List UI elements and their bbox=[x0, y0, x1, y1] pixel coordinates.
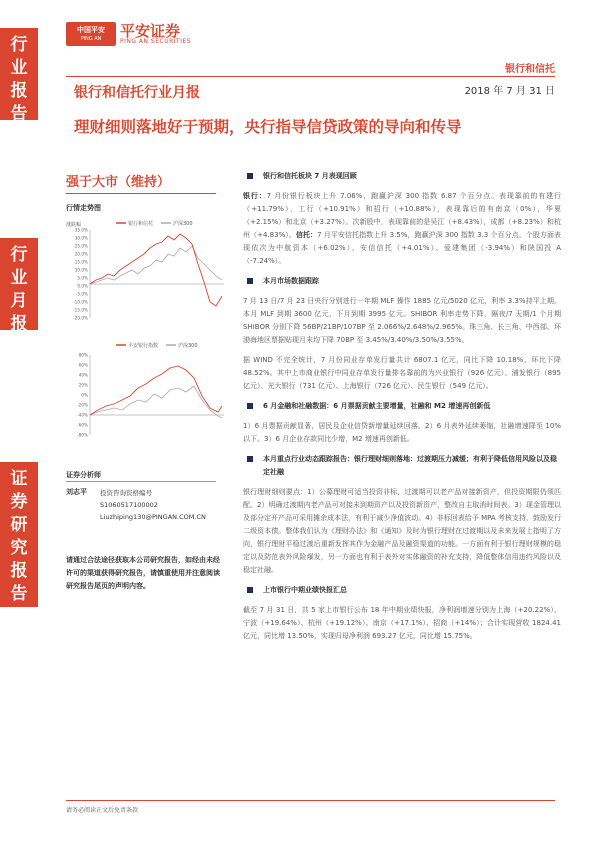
chart1-ytick: 0.0% bbox=[77, 283, 88, 289]
paragraph: 1）6 月票据贡献显著，居民及企业信贷新增量延续回落。2）6 月表外延续萎缩，社融增速降至 10%以下。3）6 月企业存款同比少增，M2 增速再创新低。 bbox=[243, 422, 561, 443]
footer-divider bbox=[66, 800, 555, 801]
chart1-ytick: -5.0% bbox=[75, 291, 88, 297]
legend2-series1: 平安银行指数 bbox=[128, 343, 159, 349]
chart1-ytick: 20.0% bbox=[74, 251, 88, 257]
paragraph: 据 WIND 不完全统计，7 月份同业存单发行量共计 6807.1 亿元，同比下降 10.18%，环比下降 48.52%。其中上市商业银行中同业存单发行量排名靠前的为兴业银行（926 亿元）、浦发银行（895 亿元）、光大银行（731 亿元）、上海银行（726 亿元）、民生银行（549 亿元）。 bbox=[243, 356, 561, 390]
legend2-series2: 沪深300 bbox=[178, 343, 198, 349]
legend-series2: 沪深300 bbox=[173, 221, 193, 227]
paragraph-lead-bank: 银行： bbox=[243, 192, 267, 200]
logo-sub-text: PING AN SECURITIES bbox=[120, 38, 192, 45]
chart-section-label: 行情走势图 bbox=[66, 204, 101, 212]
analyst-divider bbox=[66, 481, 216, 482]
paragraph-lead-trust: 信托： bbox=[295, 231, 318, 239]
section-title: 6 月金融和社融数据：6 月票据贡献主要增量，社融和 M2 增速再创新低 bbox=[243, 400, 561, 413]
report-title: 银行和信托行业月报 bbox=[74, 85, 200, 101]
chart1-ytick: -10.0% bbox=[73, 299, 88, 305]
footer-note: 请务必阅读正文后免责条款 bbox=[66, 807, 139, 814]
chart2-ytick: -60% bbox=[77, 422, 88, 428]
main-content bbox=[243, 170, 561, 650]
paragraph-text: 7 月平安信托指数上升 3.5%，跑赢沪深 300 指数 3.3 个百分点。个股方面表现依次为中航资本（+6.02%）、安信信托（+4.01%）、爱建集团（-3.94%）和陕国投 A（-7.24%）。 bbox=[243, 231, 561, 265]
chart1-ytick: 25.0% bbox=[74, 243, 88, 249]
logo-box-subtext: PING AN bbox=[80, 36, 102, 42]
chart1-ylabel: 涨跌幅 bbox=[66, 222, 82, 228]
header-divider bbox=[66, 76, 555, 77]
analyst-email[interactable]: Liuzhiping130@PINGAN.COM.CN bbox=[100, 513, 206, 521]
chart1-ytick: -20.0% bbox=[73, 315, 88, 321]
section-june-financial-data bbox=[243, 400, 561, 446]
paragraph: 截至 7 月 31 日，共 5 家上市银行公布 18 年中期业绩快报，净利润增速分别为上海（+20.22%）、宁波（+19.64%）、杭州（+19.12%）、南京（+17.1%）、招商（+14%）；合计实现营收 1824.41 亿元，同比增 13.50%，实现归母净利润 693.27 亿元，同比增 15.75%。 bbox=[243, 606, 561, 640]
section-performance-review bbox=[243, 170, 561, 268]
logo-main-text: 平安证券 bbox=[120, 22, 181, 40]
section-title: 银行和信托板块 7 月表现回顾 bbox=[243, 170, 561, 183]
chart1-ytick: 10.0% bbox=[74, 267, 88, 273]
chart1-ytick: 15.0% bbox=[74, 259, 88, 265]
headline: 理财细则落地好于预期，央行指导信贷政策的导向和传导 bbox=[74, 118, 462, 136]
logo-box-text: 中国平安 bbox=[77, 26, 105, 34]
analyst-license-number: S1060517100002 bbox=[100, 501, 158, 509]
report-date: 2018 年 7 月 31 日 bbox=[464, 86, 555, 97]
section-title: 本月市场数据跟踪 bbox=[243, 275, 561, 288]
paragraph: 银行理财细则要点：1）公募理财可适当投资非标，过渡期可以老产品对接新资产，但投资期限仍须匹配。2）明确过渡期内老产品可对接未到期资产以及投资新资产，整改自主取消时间表。3）现金管理以及部分定开产品可采用摊余成本法，有利于减少净值波动。4）非标回表给予 MPA 考核支持，鼓励发行二级资本债。整体我们认为《理财办法》和《通知》及时为银行理财在过渡期以及未来发展上指明了方向，银行理财平稳过渡后重新发挥其作为金融产品及融资渠道的功能。一方面有利于银行理财规模的稳定以及防范表外风险爆发，另一方面也有利于表外对实体融资的补充支持，降低整体信用违约风险以及稳定社融。 bbox=[243, 488, 561, 574]
company-logo-box bbox=[66, 22, 116, 46]
bank-index-chart bbox=[66, 340, 226, 445]
header-category: 银行和信托 bbox=[505, 64, 555, 75]
paragraph: 7 月 13 日/7 月 23 日央行分别进行一年期 MLF 操作 1885 亿元/5020 亿元，利率 3.3%持平上期。本月 MLF 到期 3600 亿元，下月到期 3995 亿元。SHIBOR 利率走势下降，隔夜/7 天期/1 个月期 SHIBOR 分别下降 56BP/21BP/107BP 至 2.066%/2.648%/2.965%。珠三角、长三角、中西部、环渤海地区票据贴现月末均下降 70BP 至 3.45%/3.40%/3.50%/3.55%。 bbox=[243, 297, 561, 344]
chart2-ytick: -20% bbox=[77, 402, 88, 408]
series-hs300-line bbox=[90, 246, 222, 284]
side-tab-securities-research: 证 券 研 究 报 告 bbox=[0, 462, 38, 607]
analyst-info bbox=[100, 487, 206, 523]
rating: 强于大市（维持） bbox=[66, 175, 171, 190]
chart1-ytick: -15.0% bbox=[73, 307, 88, 313]
paragraph bbox=[243, 190, 561, 268]
section-title: 上市银行中期业绩快报汇总 bbox=[243, 584, 561, 597]
chart2-ytick: 60% bbox=[78, 362, 88, 368]
analyst-section-label: 证券分析师 bbox=[66, 471, 101, 479]
section-interim-results bbox=[243, 584, 561, 643]
disclaimer: 请通过合法途径获取本公司研究报告，如经由未经许可的渠道获得研究报告，请慎重使用并注意阅读研究报告尾页的声明内容。 bbox=[66, 556, 220, 590]
rating-divider bbox=[66, 193, 216, 194]
analyst-license-label: 投资咨询资格编号 bbox=[100, 489, 152, 497]
legend-series1: 银行和信托 bbox=[128, 221, 154, 227]
series-bank-trust-line bbox=[90, 234, 222, 306]
chart2-ytick: 40% bbox=[78, 372, 88, 378]
section-market-data bbox=[243, 275, 561, 393]
section-title: 本月重点行业动态跟踪报告：银行理财细则落地：过渡期压力减缓；有利于降低信用风险以及稳定社融 bbox=[243, 453, 561, 479]
chart1-ytick: 35.0% bbox=[74, 227, 88, 233]
chart2-series-hs300-line bbox=[90, 386, 222, 418]
analyst-name: 刘志平 bbox=[66, 488, 87, 496]
chart2-ytick: 0% bbox=[81, 392, 88, 398]
chart1-ytick: 5.0% bbox=[77, 275, 88, 281]
side-tab-monthly-report: 行 业 月 报 bbox=[0, 238, 38, 330]
paragraph-text: 7 月份银行板块上升 7.06%，跑赢沪深 300 指数 6.87 个百分点。表现靠前的有建行（+11.79%），工行（+10.91%）和招行（+10.88%），表现靠后的有南京（0%），华夏（+2.15%）和北京（+3.27%）。次新股中，表现靠前的是吴江（+8.43%），成都（+8.23%）和杭州（+4.83%）。 bbox=[243, 192, 562, 239]
chart2-ytick: -80% bbox=[77, 432, 88, 438]
side-tab-industry-report: 行 业 报 告 bbox=[0, 28, 38, 120]
section-industry-dynamics bbox=[243, 453, 561, 577]
chart2-ytick: 20% bbox=[78, 382, 88, 388]
chart2-series-bank-line bbox=[90, 366, 222, 415]
chart1-ytick: 30.0% bbox=[74, 235, 88, 241]
chart2-ytick: -40% bbox=[77, 412, 88, 418]
chart2-ytick: 80% bbox=[78, 352, 88, 358]
market-trend-chart bbox=[66, 218, 226, 333]
